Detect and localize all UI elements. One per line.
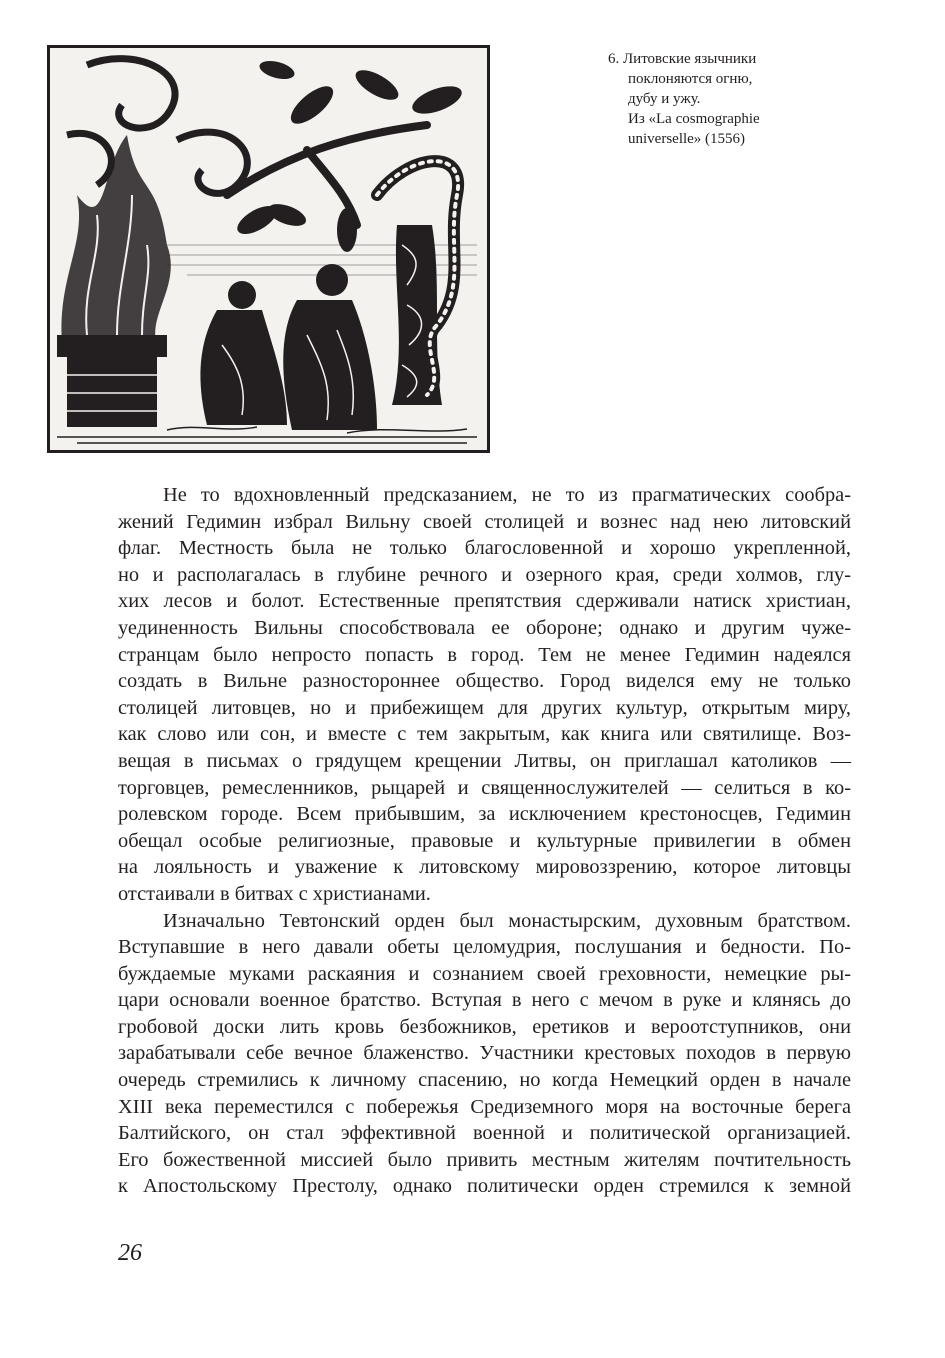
caption-line: 6. Литовские язычники [608, 51, 757, 67]
text-line: уединенность Вильны способствовала ее обороне; однако и другим чуже- [118, 616, 851, 639]
text-line: гробовой доски лить кровь безбожников, еретиков и вероотступников, они [118, 1015, 851, 1038]
text-line: на лояльность и уважение к литовскому мировоззрению, которое литовцы [118, 856, 851, 879]
text-line: флаг. Местность была не только благословенной и хорошо укрепленной, [118, 537, 851, 560]
text-line: хих лесов и болот. Естественные препятствия сдерживали натиск христиан, [118, 590, 851, 613]
text-line: Изначально Тевтонский орден был монастырским, духовным братством. [163, 909, 851, 932]
text-line: очередь стремились к личному спасению, но когда Немецкий орден в начале [118, 1069, 851, 1092]
text-line: Не то вдохновленный предсказанием, не то из прагматических сообра- [163, 484, 851, 506]
text-line: XIII века переместился с побережья Средиземного моря на восточные берега [118, 1095, 851, 1118]
text-line: жений Гедимин избрал Вильну своей столицей и вознес над нею литовский [118, 510, 851, 533]
text-line: странцам было непросто попасть в город. Тем не менее Гедимин надеялся [118, 643, 851, 666]
page-number: 26 [118, 1240, 142, 1266]
text-line: Балтийского, он стал эффективной военной и политической организацией. [118, 1122, 851, 1145]
text-line: отстаивали в битвах с христианами. [118, 882, 431, 905]
caption-line: поклоняются огню, [628, 71, 753, 87]
paragraph-1 [118, 482, 851, 908]
text-line: буждаемые муками раскаяния и сознанием своей греховности, немецкие ры- [118, 962, 851, 985]
text-line: зарабатывали себе вечное блаженство. Участники крестовых походов в первую [118, 1042, 851, 1065]
text-line: торговцев, ремесленников, рыцарей и священнослужителей — селиться в ко- [118, 776, 851, 799]
woodcut-illustration [47, 45, 490, 453]
figure-caption [608, 49, 908, 149]
text-line: ролевском городе. Всем прибывшим, за исключением крестоносцев, Гедимин [118, 803, 851, 826]
main-text [118, 482, 851, 1200]
text-line: обещал особые религиозные, правовые и культурные привилегии в обмен [118, 829, 851, 852]
caption-line: Из «La cosmographie [628, 111, 760, 127]
caption-line: universelle» (1556) [628, 131, 746, 147]
paragraph-2 [118, 908, 851, 1201]
caption-line: дубу и ужу. [628, 91, 701, 107]
text-line: создать в Вильне разностороннее общество. Город виделся ему не только [118, 670, 851, 693]
text-line: цари основали военное братство. Вступая в него с мечом в руке и клянясь до [118, 989, 851, 1012]
text-line: вещая в письмах о грядущем крещении Литвы, он приглашал католиков — [118, 749, 851, 772]
text-line: столицей литовцев, но и прибежищем для других культур, открытым миру, [118, 696, 851, 719]
text-line: но и располагалась в глубине речного и озерного края, среди холмов, глу- [118, 563, 851, 586]
text-line: Вступавшие в него давали обеты целомудрия, послушания и бедности. По- [118, 936, 851, 959]
text-line: как слово или сон, и вместе с тем закрытым, как книга или святилище. Воз- [118, 723, 851, 746]
text-line: Его божественной миссией было привить местным жителям почтительность [118, 1148, 851, 1171]
text-line: к Апостольскому Престолу, однако политически орден стремился к земной [118, 1175, 851, 1198]
